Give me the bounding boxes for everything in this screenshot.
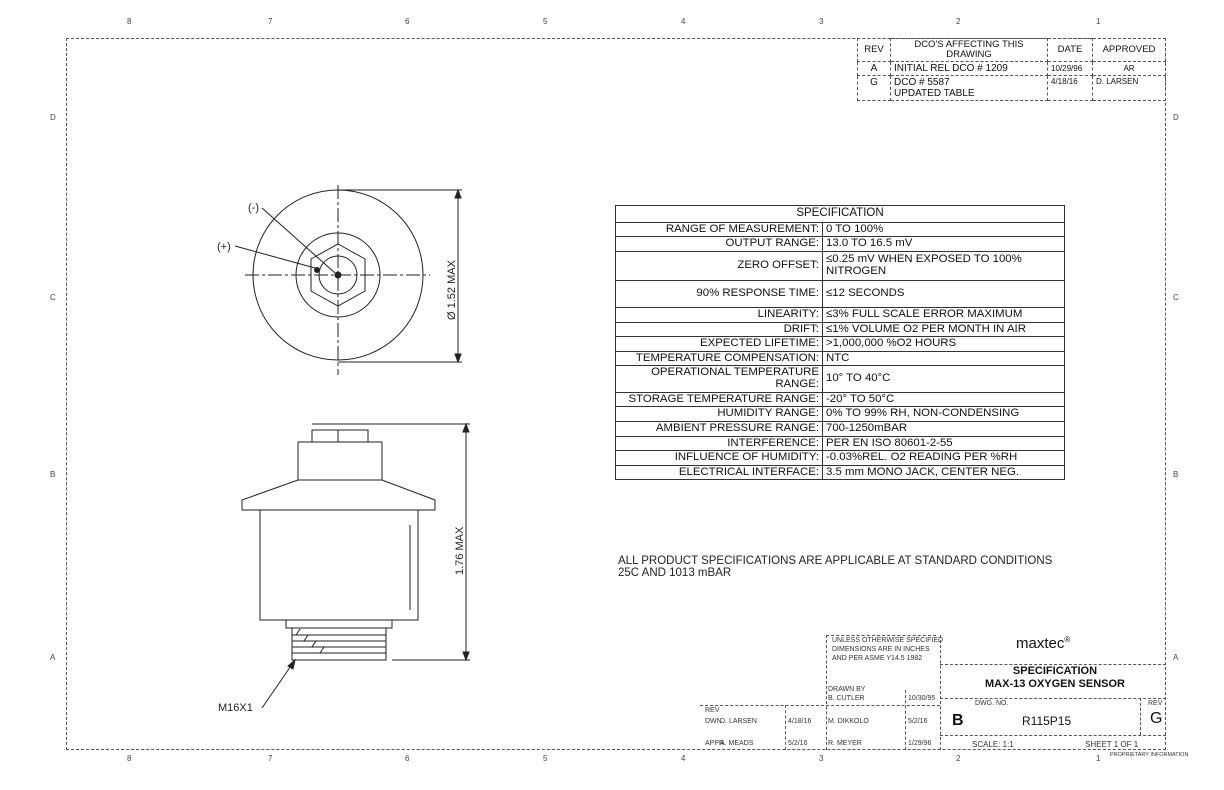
spec-label: 90% RESPONSE TIME: [616, 280, 823, 307]
spec-row [616, 322, 1065, 337]
revision-letter: G [1150, 710, 1163, 727]
scale: SCALE: 1:1 [972, 740, 1014, 749]
approved-date: 1/29/96 [908, 740, 932, 747]
zone-right-d: D [1173, 113, 1179, 122]
spec-row [616, 237, 1065, 252]
spec-value: NTC [823, 351, 1065, 366]
spec-value: PER EN ISO 80601-2-55 [823, 436, 1065, 451]
zone-bottom-8: 8 [127, 754, 132, 763]
checked-date: 5/2/16 [908, 718, 928, 725]
spec-value: -20° TO 50°C [823, 392, 1065, 407]
zone-bottom-5: 5 [543, 754, 548, 763]
spec-label: OPERATIONAL TEMPERATURE RANGE: [616, 366, 823, 392]
zone-right-b: B [1173, 470, 1179, 479]
rev-header-rev: REV [858, 39, 891, 62]
dwn-row-date: 4/18/16 [788, 718, 812, 725]
thread-label: M16X1 [218, 702, 253, 714]
tolerance-note: DIMENSIONS ARE IN INCHES [832, 646, 930, 653]
company-name: maxtec [1016, 635, 1065, 652]
sheet-size: B [952, 712, 964, 729]
zone-right-c: C [1173, 293, 1179, 302]
spec-row [616, 436, 1065, 451]
appr-row-label: APPR [705, 740, 725, 747]
spec-label: ELECTRICAL INTERFACE: [616, 465, 823, 480]
spec-row [616, 337, 1065, 352]
approved-name: R. MEYER [828, 740, 862, 747]
spec-label: OUTPUT RANGE: [616, 237, 823, 252]
zone-left-c: C [50, 293, 56, 302]
spec-value: 13.0 TO 16.5 mV [823, 237, 1065, 252]
spec-row [616, 465, 1065, 480]
title-block-divider [785, 705, 786, 750]
title-line: SPECIFICATION [1012, 665, 1098, 677]
rev-row [858, 75, 1166, 100]
specification-table [615, 205, 1065, 480]
zone-top-6: 6 [405, 17, 410, 26]
note-line: 25C AND 1013 mBAR [618, 567, 732, 580]
revision-block [857, 38, 1166, 121]
spec-label: RANGE OF MEASUREMENT: [616, 222, 823, 237]
title-block-divider [905, 690, 906, 750]
title-block-rule [826, 635, 936, 636]
zone-top-8: 8 [127, 17, 132, 26]
zone-top-2: 2 [956, 17, 961, 26]
rev-row [858, 61, 1166, 75]
spec-label: ZERO OFFSET: [616, 251, 823, 280]
spec-label: AMBIENT PRESSURE RANGE: [616, 421, 823, 436]
side-view [242, 424, 470, 708]
zone-bottom-2: 2 [956, 754, 961, 763]
title-block-divider [826, 635, 827, 750]
tolerance-note: AND PER ASME Y14.5 1982 [832, 655, 923, 662]
zone-bottom-1: 1 [1096, 754, 1101, 763]
spec-label: INFLUENCE OF HUMIDITY: [616, 451, 823, 466]
spec-title: SPECIFICATION [616, 206, 1065, 223]
rev-row-label: REV [705, 707, 720, 714]
top-view [235, 185, 462, 375]
spec-label: EXPECTED LIFETIME: [616, 337, 823, 352]
general-note [618, 555, 1052, 580]
spec-value: ≤0.25 mV WHEN EXPOSED TO 100% NITROGEN [823, 251, 1065, 280]
zone-top-3: 3 [819, 17, 824, 26]
rev-header-date: DATE [1048, 39, 1093, 62]
registered-mark: ® [1064, 635, 1071, 644]
rev-date: 10/29/96 [1048, 61, 1093, 75]
spec-row [616, 280, 1065, 307]
title-block-rule [700, 705, 940, 706]
spec-value: 0 TO 100% [823, 222, 1065, 237]
rev-approved: D. LARSEN [1093, 75, 1166, 100]
spec-value: 700-1250mBAR [823, 421, 1065, 436]
appr-row-name: A. MEADS [720, 740, 754, 747]
drawn-date: 10/30/95 [908, 695, 936, 702]
rev-desc: INITIAL REL DCO # 1209 [891, 61, 1048, 75]
spec-label: LINEARITY: [616, 307, 823, 322]
zone-top-5: 5 [543, 17, 548, 26]
note-line: ALL PRODUCT SPECIFICATIONS ARE APPLICABLE AT STANDARD CONDITIONS [618, 555, 1053, 567]
proprietary-note: PROPRIETARY INFORMATION [1110, 752, 1189, 758]
spec-value: 10° TO 40°C [823, 366, 1065, 392]
zone-left-a: A [50, 653, 56, 662]
title-block-rule [940, 735, 1166, 736]
drawing-number: R115P15 [1022, 714, 1072, 728]
rev-letter: G [858, 75, 891, 100]
spec-value: ≤12 SECONDS [823, 280, 1065, 307]
zone-top-4: 4 [681, 17, 686, 26]
appr-row-date: 5/2/16 [788, 740, 808, 747]
sensor-drawing [200, 180, 500, 720]
maxtec-logo [1016, 635, 1070, 652]
title-block-divider [1140, 698, 1141, 735]
zone-left-b: B [50, 470, 56, 479]
dwn-row-label: DWN [705, 718, 722, 725]
spec-value: >1,000,000 %O2 HOURS [823, 337, 1065, 352]
dwg-no-label: DWG. NO. [975, 700, 1009, 707]
spec-row [616, 392, 1065, 407]
drawing-title [945, 665, 1165, 691]
spec-value: 0% TO 99% RH, NON-CONDENSING [823, 407, 1065, 422]
plus-label: (+) [217, 241, 231, 253]
spec-row [616, 222, 1065, 237]
spec-value: 3.5 mm MONO JACK, CENTER NEG. [823, 465, 1065, 480]
zone-right-a: A [1173, 653, 1179, 662]
spec-value: ≤3% FULL SCALE ERROR MAXIMUM [823, 307, 1065, 322]
rev-approved: AR [1093, 61, 1166, 75]
diameter-label: Ø 1.52 MAX [446, 260, 458, 320]
zone-bottom-3: 3 [819, 754, 824, 763]
spec-label: HUMIDITY RANGE: [616, 407, 823, 422]
spec-row [616, 366, 1065, 392]
spec-row [616, 421, 1065, 436]
rev-letter: A [858, 61, 891, 75]
spec-row [616, 451, 1065, 466]
spec-value: -0.03%REL. O2 READING PER %RH [823, 451, 1065, 466]
title-block-divider [940, 635, 941, 750]
zone-bottom-6: 6 [405, 754, 410, 763]
zone-top-7: 7 [268, 17, 273, 26]
zone-bottom-7: 7 [268, 754, 273, 763]
rev-header-dco: DCO'S AFFECTING THIS DRAWING [891, 39, 1048, 62]
dwn-row-name: D. LARSEN [720, 718, 757, 725]
title-block-rule [940, 698, 1166, 699]
drawn-by-label: DRAWN BY [828, 686, 866, 693]
zone-top-1: 1 [1096, 17, 1101, 26]
spec-label: STORAGE TEMPERATURE RANGE: [616, 392, 823, 407]
rev-header-approved: APPROVED [1093, 39, 1166, 62]
spec-label: INTERFERENCE: [616, 436, 823, 451]
tolerance-note: UNLESS OTHERWISE SPECIFIED [832, 637, 944, 644]
spec-row [616, 251, 1065, 280]
sheet-number: SHEET 1 OF 1 [1085, 740, 1139, 749]
rev-desc: DCO # 5587 UPDATED TABLE [891, 75, 1048, 100]
height-label: 1.76 MAX [454, 526, 466, 575]
rev-date: 4/18/16 [1048, 75, 1093, 100]
spec-value: ≤1% VOLUME O2 PER MONTH IN AIR [823, 322, 1065, 337]
drawn-by: B. CUTLER [828, 695, 865, 702]
spec-row [616, 307, 1065, 322]
title-line: MAX-13 OXYGEN SENSOR [985, 678, 1125, 691]
spec-row [616, 407, 1065, 422]
spec-label: TEMPERATURE COMPENSATION: [616, 351, 823, 366]
zone-bottom-4: 4 [681, 754, 686, 763]
minus-label: (-) [248, 202, 259, 214]
checked-name: M. DIKKOLO [828, 718, 869, 725]
spec-label: DRIFT: [616, 322, 823, 337]
zone-left-d: D [50, 113, 56, 122]
rev-label: REV [1148, 700, 1163, 707]
spec-row [616, 351, 1065, 366]
